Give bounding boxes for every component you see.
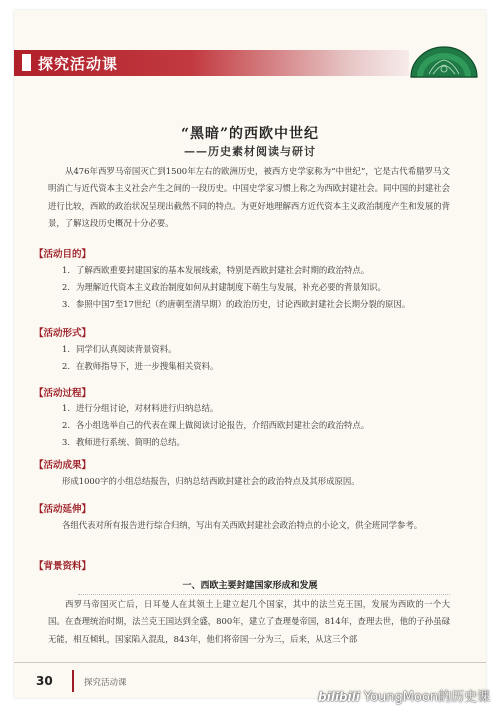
- article-subtitle: ——历史素材阅读与研讨: [184, 145, 316, 158]
- footer-separator: [72, 670, 74, 692]
- heading-background: 【背景资料】: [34, 561, 92, 572]
- decorative-emblem-icon: [409, 44, 479, 78]
- list-item: 1. 了解西欧重要封建国家的基本发展线索，特别是西欧封建社会时期的政治特点。: [62, 265, 370, 275]
- bilibili-logo-icon: bilibili: [318, 690, 360, 704]
- results-text: 形成1000字的小组总结报告，归纳总结西欧封建社会的政治特点及其形成原因。: [62, 476, 360, 486]
- footer-label: 探究活动课: [84, 678, 127, 688]
- purpose-list: [62, 262, 462, 313]
- form-list: [62, 341, 462, 375]
- list-item: 2. 在教师指导下，进一步搜集相关资料。: [62, 361, 219, 371]
- footer-divider: [14, 662, 486, 663]
- textbook-page: [14, 10, 486, 698]
- intro-paragraph: 从476年西罗马帝国灭亡到1500年左右的欧洲历史，被西方史学家称为“中世纪”，它是古代希腊罗马文明消亡与近代资本主义社会产生之间的一段历史。中国史学家习惯上称之为西欧封建社会。同中国的封建社会进行比较，西欧的政治状况呈现出截然不同的特点。为更好地理解西方近代资本主义政治制度产生和发展的背景，了解这段历史概况十分必要。: [48, 166, 450, 228]
- extension-text: 各组代表对所有报告进行综合归纳，写出有关西欧封建社会政治特点的小论文，供全班同学参考。: [62, 520, 423, 530]
- header-marker: [22, 54, 31, 71]
- heading-purpose: 【活动目的】: [34, 249, 92, 260]
- heading-results: 【活动成果】: [34, 460, 92, 471]
- list-item: 3. 教师进行系统、简明的总结。: [62, 437, 185, 447]
- watermark-text: YoungMoon的历史课: [363, 690, 491, 705]
- background-section-title: 一、西欧主要封建国家形成和发展: [182, 581, 318, 591]
- watermark: [318, 686, 490, 705]
- page-number: 30: [36, 674, 53, 688]
- heading-process: 【活动过程】: [34, 388, 92, 399]
- list-item: 1. 进行分组讨论，对材料进行归纳总结。: [62, 403, 219, 413]
- list-item: 1. 同学们认真阅读背景资料。: [62, 344, 177, 354]
- background-paragraph: 西罗马帝国灭亡后，日耳曼人在其领土上建立起几个国家，其中的法兰克王国，发展为西欧的一个大国。在查理统治时期，法兰克王国达到全盛，800年，建立了查理曼帝国，814年，查理去世，他的子孙虽碌无能，相互倾轧，国家陷入混乱，843年，他们将帝国一分为三，后来，从这三个部: [48, 599, 450, 644]
- process-list: [62, 400, 462, 451]
- section-header-title: 探究活动课: [38, 55, 119, 73]
- section-title-rule: [78, 594, 450, 595]
- list-item: 3. 参照中国7至17世纪（约唐朝至清早期）的政治历史，讨论西欧封建社会长期分裂的原因。: [62, 299, 411, 309]
- list-item: 2. 为理解近代资本主义政治制度如何从封建制度下萌生与发展，补充必要的背景知识。: [62, 282, 386, 292]
- list-item: 2. 各小组选举自己的代表在课上做阅读讨论报告，介绍西欧封建社会的政治特点。: [62, 420, 370, 430]
- heading-extension: 【活动延伸】: [34, 504, 92, 515]
- section-header-bar: [14, 50, 409, 76]
- article-title: “黑暗”的西欧中世纪: [180, 126, 320, 142]
- heading-form: 【活动形式】: [34, 328, 92, 339]
